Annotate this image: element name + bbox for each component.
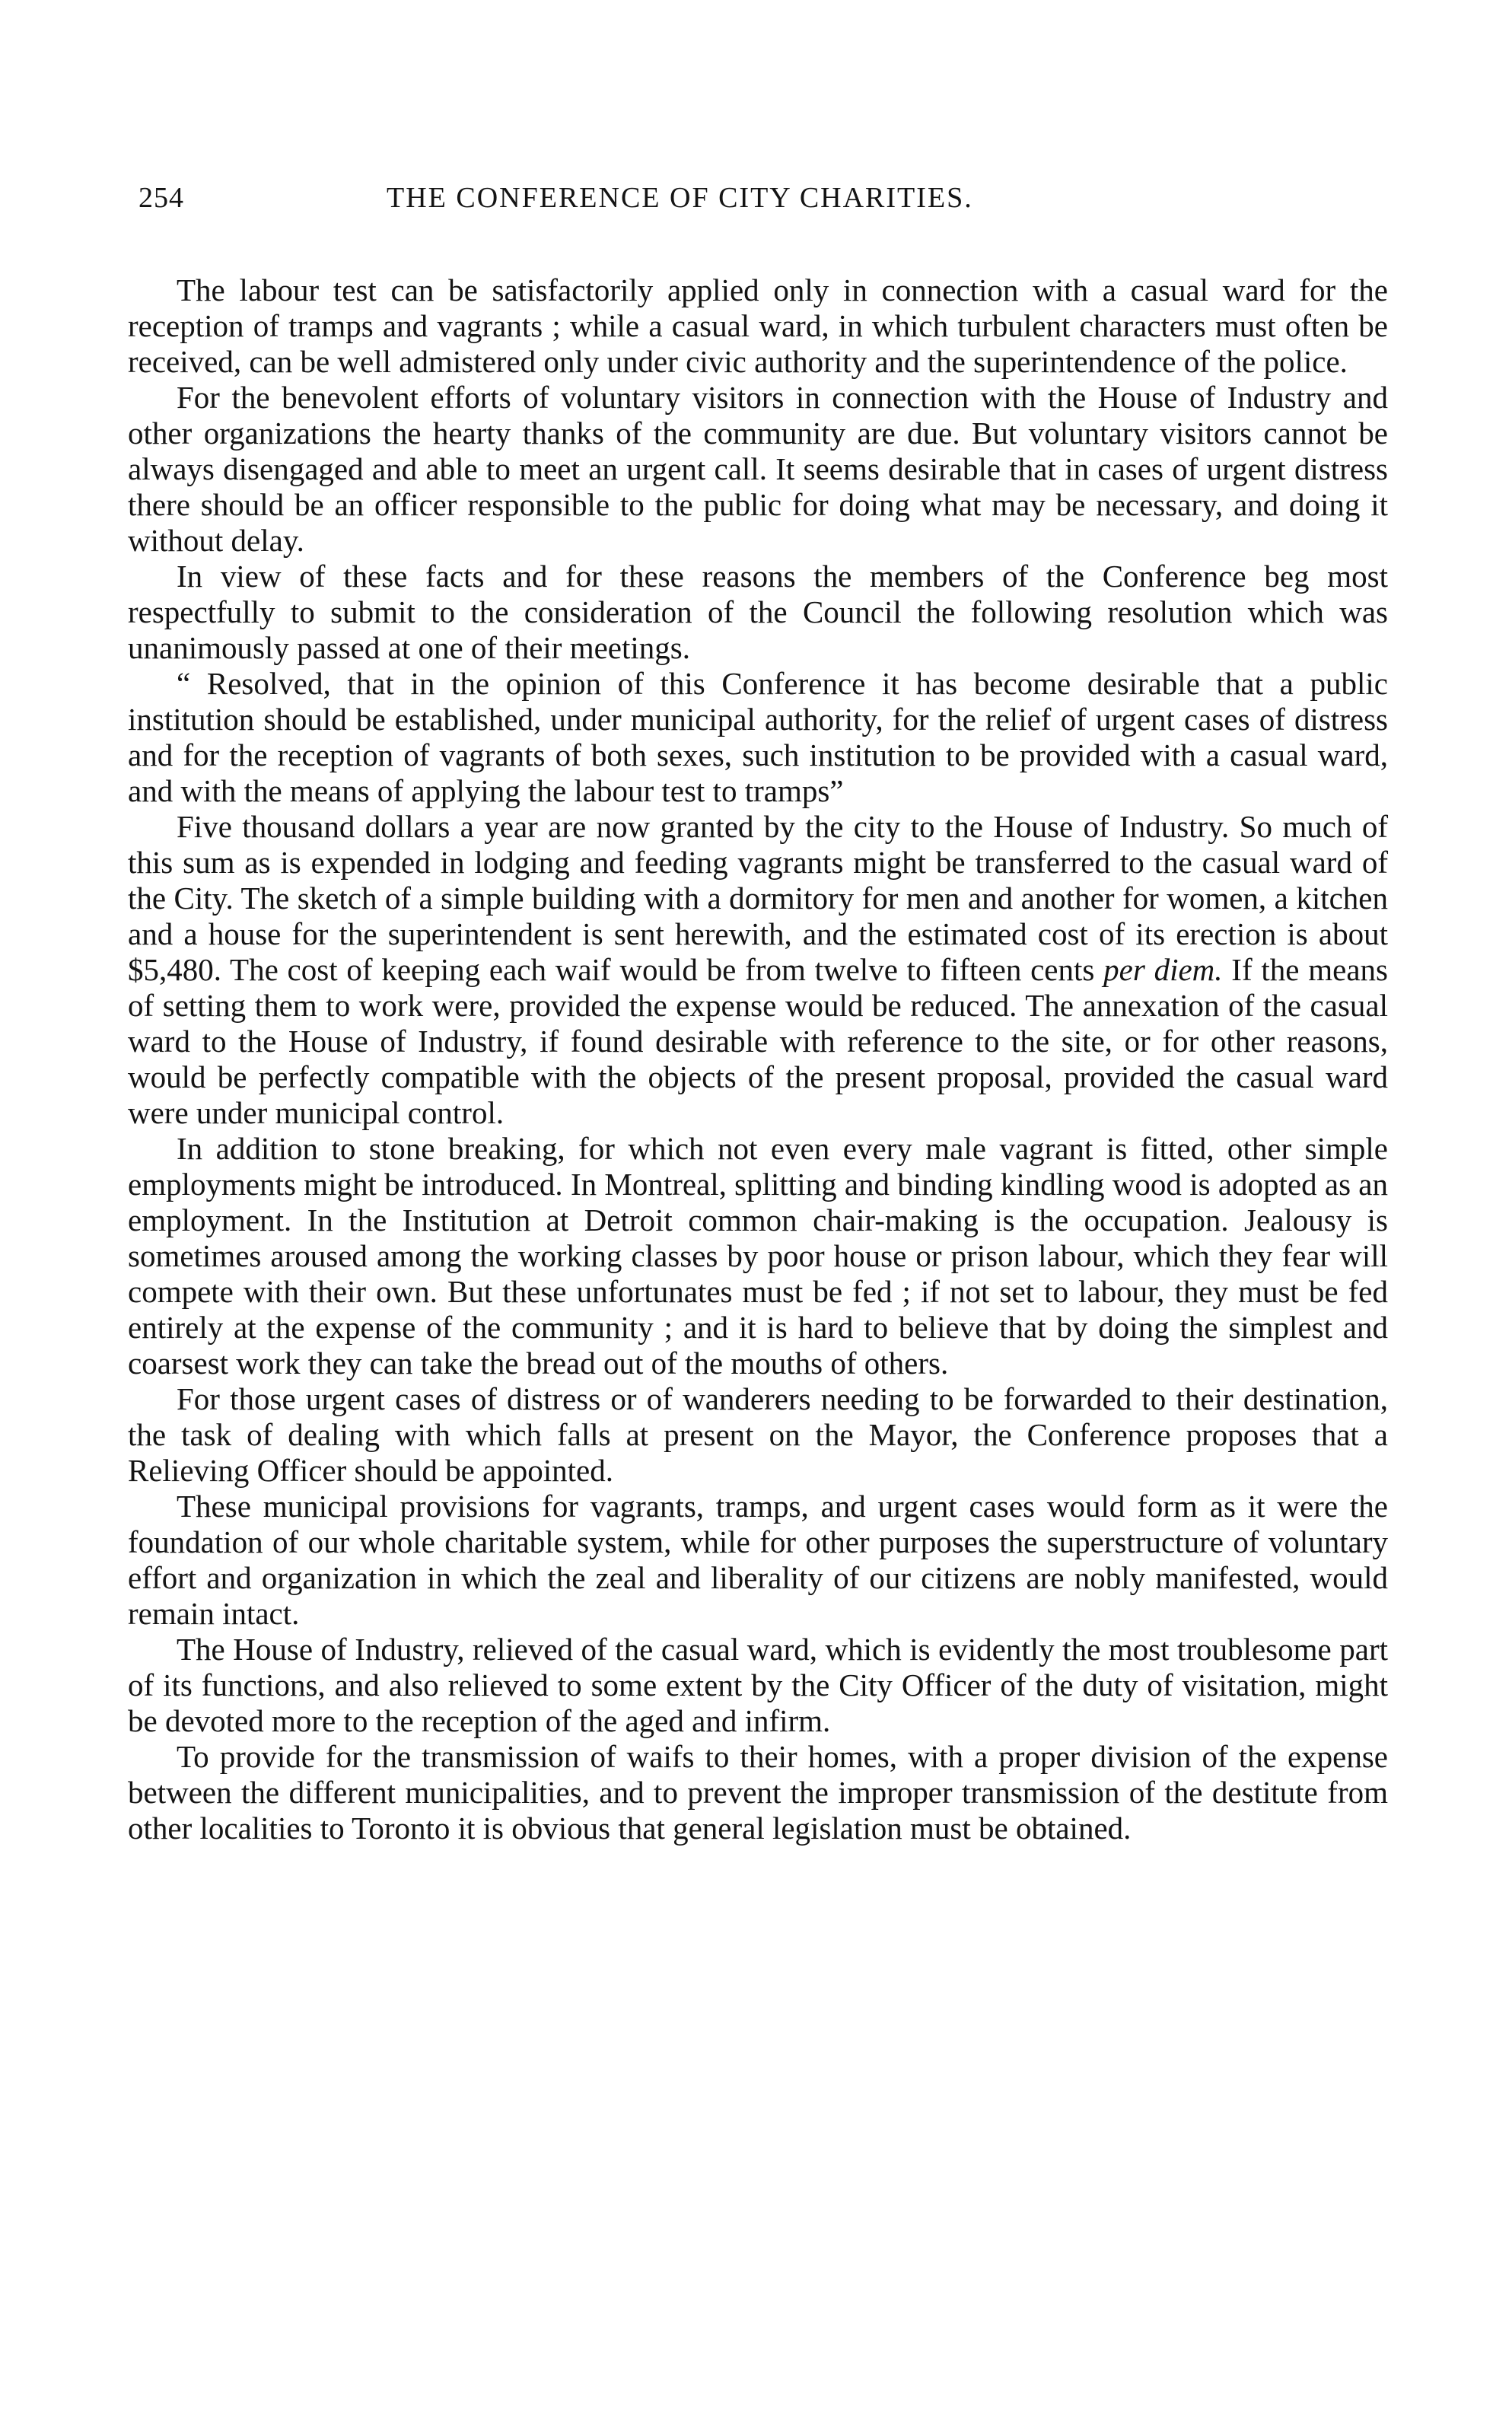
- paragraph-text: Five thousand dollars a year are now granted by the city to the House of Industry. So much of this sum as is expended in lodging and feeding vagrants might be transferred to the casual ward of the City. The sketch of a simple building with a dormitory for men and another for women, a kitchen and a house for the superintendent is sent herewith, and the estimated cost of its erection is about $5,480. The cost of keeping each waif would be from twelve to fifteen cents: [128, 809, 1388, 987]
- paragraph-resolution: “ Resolved, that in the opinion of this Conference it has become desirable that a public institution should be established, under municipal authority, for the relief of urgent cases of distress and for the reception of vagrants of both sexes, such institution to be provided with a casual ward, and with the means of applying the labour test to tramps”: [128, 666, 1388, 808]
- paragraph-text: If the means of setting them to work were, provided the expense would be reduced. The annexation of the casual ward to the House of Industry, if found desirable with reference to the site, or for other reasons, would be perfectly compatible with the objects of the present proposal, provided the casual ward were under municipal control.: [128, 952, 1389, 1130]
- paragraph-house-of-industry-funding: [128, 809, 1388, 1131]
- running-title: THE CONFERENCE OF CITY CHARITIES.: [387, 182, 973, 214]
- body-text: [128, 272, 1388, 1846]
- paragraph-transmission-of-waifs: To provide for the transmission of waifs to their homes, with a proper division of the expense between the different municipalities, and to prevent the improper transmission of the destitute from other localities to Toronto it is obvious that general legislation must be obtained.: [128, 1739, 1388, 1846]
- page-header: [128, 181, 1388, 227]
- paragraph-municipal-provisions: These municipal provisions for vagrants, tramps, and urgent cases would form as it were the foundation of our whole charitable system, while for other purposes the superstructure of voluntary effort and organization in which the zeal and liberality of our citizens are nobly manifested, would remain intact.: [128, 1489, 1388, 1631]
- paragraph-house-of-industry-relieved: The House of Industry, relieved of the casual ward, which is evidently the most troublesome part of its functions, and also relieved to some extent by the City Officer of the duty of visitation, might be devoted more to the reception of the aged and infirm.: [128, 1632, 1388, 1738]
- paragraph-conference-request: In view of these facts and for these reasons the members of the Conference beg most respectfully to submit to the consideration of the Council the following resolution which was unanimously passed at one of their meetings.: [128, 559, 1388, 665]
- paragraph-employments: In addition to stone breaking, for which not even every male vagrant is fitted, other simple employments might be introduced. In Montreal, splitting and binding kindling wood is adopted as an employment. In the Institution at Detroit common chair-making is the occupation. Jealousy is sometimes aroused among the working classes by poor house or prison labour, which they fear will compete with their own. But these unfortunates must be fed ; if not set to labour, they must be fed entirely at the expense of the community ; and it is hard to believe that by doing the simplest and coarsest work they can take the bread out of the mouths of others.: [128, 1131, 1388, 1381]
- paragraph-labour-test: The labour test can be satisfactorily applied only in connection with a casual ward for the reception of tramps and vagrants ; while a casual ward, in which turbulent characters must often be received, can be well admistered only under civic authority and the superintendence of the police.: [128, 272, 1388, 379]
- page-number: 254: [138, 182, 184, 214]
- paragraph-relieving-officer: For those urgent cases of distress or of wanderers needing to be forwarded to their destination, the task of dealing with which falls at present on the Mayor, the Conference proposes that a Relieving Officer should be appointed.: [128, 1381, 1388, 1488]
- paragraph-voluntary-visitors: For the benevolent efforts of voluntary visitors in connection with the House of Industry and other organizations the hearty thanks of the community are due. But voluntary visitors cannot be always disengaged and able to meet an urgent call. It seems desirable that in cases of urgent distress there should be an officer responsible to the public for doing what may be necessary, and doing it without delay.: [128, 380, 1388, 558]
- document-page: [128, 181, 1388, 2373]
- italic-phrase: per diem.: [1103, 952, 1223, 987]
